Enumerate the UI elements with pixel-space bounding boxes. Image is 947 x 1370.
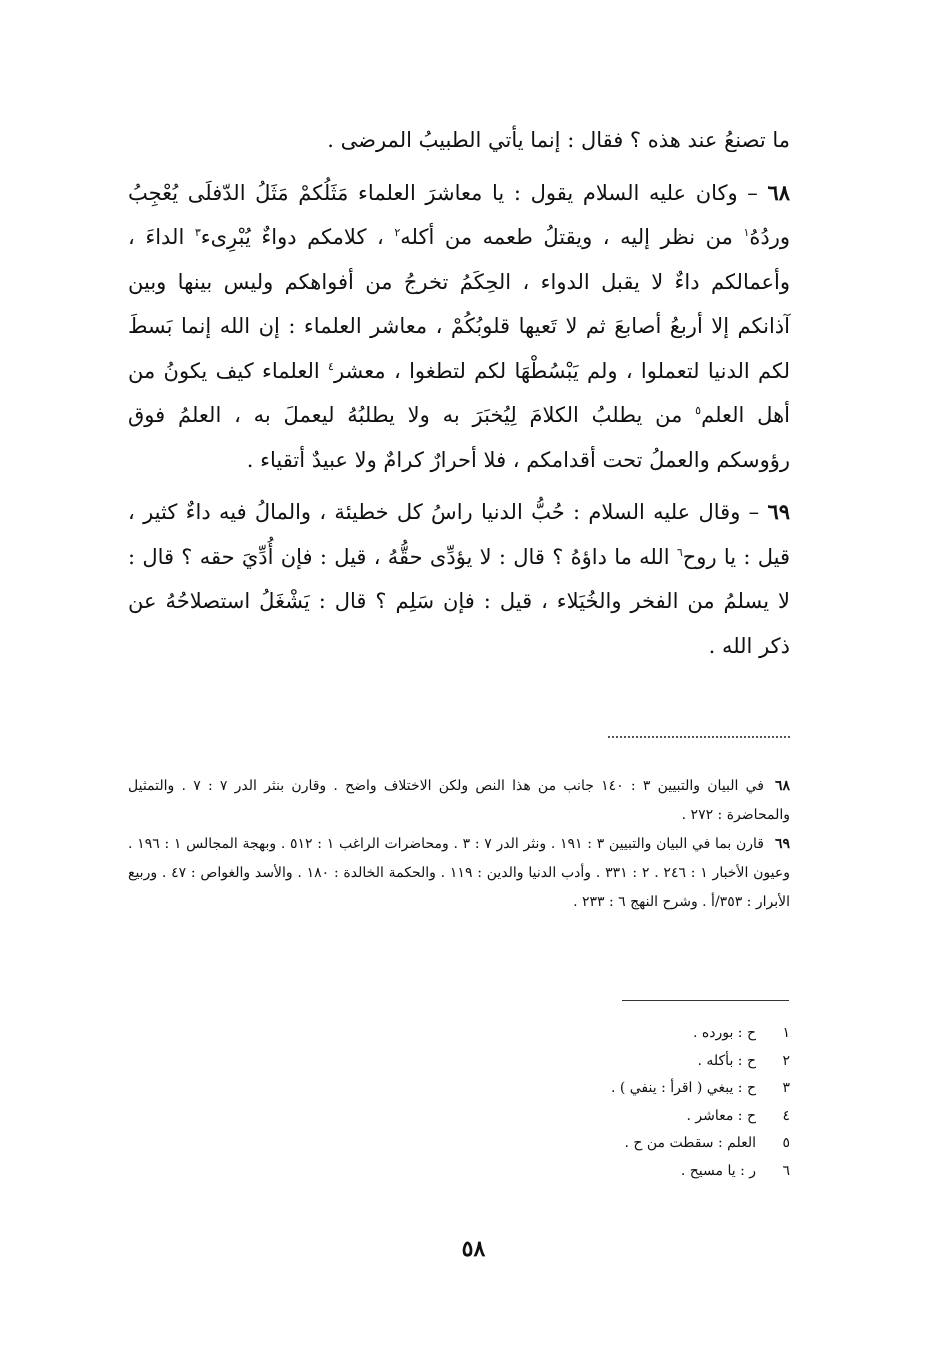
footnote-marker: ٥ [695, 404, 702, 417]
footnote-number: ٣ [782, 1080, 790, 1096]
footnotes-section [400, 1020, 790, 1185]
footnote-item [400, 1103, 790, 1131]
footnote-text: ر : يا مسيح . [680, 1162, 756, 1179]
paragraph-text: الداءَ ، وأعمالكم داءٌ لا يقبل الدواء ، الحِكَمُ تخرجُ من أفواهكم وليس بينها وبين آذانكم إلا أربعُ أصابعَ ثم لا تَعيها قلوبُكُمْ ، معاشر العلماء : إن الله إنما بَسطَ لكم الدنيا لتعملوا ، ولم يَبْسُطْهَا لكم لتطغوا ، معشر [128, 225, 790, 383]
main-text-block [128, 118, 790, 668]
footnote-number: ٢ [782, 1052, 790, 1069]
footnote-marker: ٤ [328, 359, 334, 373]
footnote-marker: ٣ [194, 226, 201, 239]
intro-line: ما تصنعُ عند هذه ؟ فقال : إنما يأتي الطبيبُ المرضى . [327, 128, 790, 152]
paragraph-text: – وكان عليه السلام يقول : يا معاشرَ العلماء مَثَلُكمْ مَثَلُ الدّفلَى يُعْجِبُ وردُهُ [128, 180, 790, 249]
footnote-number: ٦ [782, 1162, 790, 1179]
source-entry-68 [128, 772, 790, 830]
paragraph-text: من نظر إليه ، ويقتلُ طعمه من أكله [400, 225, 744, 249]
footnote-marker: ٢ [394, 226, 401, 239]
footnote-text: العلم : سقطت من ح . [624, 1135, 756, 1151]
footnote-text: ح : بأكله . [697, 1052, 756, 1069]
paragraph-text: الله ما داؤهُ ؟ قال : لا يؤدِّى حقُّهُ ، قيل : فإن أُدِّيَ حقه ؟ قال : لا يسلمُ من الفخر والخُيَلاء ، قيل : فإن سَلِم ؟ قال : يَشْغَلُ استصلاحُهُ عن ذكر الله . [128, 544, 790, 658]
footnote-number: ٤ [782, 1107, 790, 1124]
paragraph-text: العلماء كيف يكونُ من أهل العلم [128, 358, 790, 427]
footnote-number: ٥ [782, 1135, 790, 1151]
paragraph-69 [128, 490, 790, 668]
paragraph-text: ، كلامكم دواءٌ يُبْرِىء [200, 225, 395, 249]
footnote-text: ح : معاشر . [686, 1107, 756, 1124]
footnote-item [400, 1048, 790, 1076]
footnote-item [400, 1158, 790, 1186]
footnote-text: ح : بورده . [692, 1025, 756, 1041]
source-entry-69 [128, 830, 790, 917]
source-number: ٦٨ [774, 778, 791, 794]
page-number: ٥٨ [461, 1236, 486, 1262]
footnote-number: ١ [782, 1025, 790, 1041]
paragraph-number: ٦٨ [767, 179, 790, 205]
footnote-marker: ١ [743, 226, 750, 239]
sources-section [128, 772, 790, 917]
footnote-divider [622, 1000, 789, 1001]
paragraph-number: ٦٩ [767, 499, 790, 524]
footnote-text: ح : يبغي ( اقرأ : ينفي ) . [610, 1080, 756, 1096]
source-text: قارن بما في البيان والتبيين ٣ : ١٩١ . ونثر الدر ٧ : ٣ . ومحاضرات الراغب ١ : ٥١٢ . وبهجة المجالس ١ : ١٩٦ . وعيون الأخبار ١ : ٢٤٦ . ٢ : ٣٣١ . وأدب الدنيا والدين : ١١٩ . والحكمة الخالدة : ١٨٠ . والأسد والغواص : ٤٧ . وربيع الأبرار : ٣٥٣/أ . وشرح النهج ٦ : ٢٣٣ . [128, 836, 790, 910]
source-text: في البيان والتبيين ٣ : ١٤٠ جانب من هذا النص ولكن الاختلاف واضح . وقارن بنثر الدر ٧ : ٧ . والتمثيل والمحاضرة : ٢٧٢ . [128, 778, 790, 823]
footnote-item [400, 1020, 790, 1048]
footnote-item [400, 1130, 790, 1158]
paragraph-68 [128, 171, 790, 483]
footnote-marker: ٦ [676, 545, 683, 559]
paragraph-text: من يطلبُ الكلامَ لِيُخبَرَ به ولا يطلبُهُ ليعملَ به ، العلمُ فوق رؤوسكم والعملُ تحت أقدامكم ، فلا أحرارٌ كرامٌ ولا عبيدٌ أتقياء . [128, 403, 790, 472]
paragraph-text: – وقال عليه السلام : حُبُّ الدنيا راسُ كل خطيئة ، والمالُ فيه داءٌ كثير ، قيل : يا روح [128, 500, 790, 569]
footnote-item [400, 1075, 790, 1103]
source-number: ٦٩ [774, 836, 790, 852]
dotted-divider [608, 736, 790, 738]
